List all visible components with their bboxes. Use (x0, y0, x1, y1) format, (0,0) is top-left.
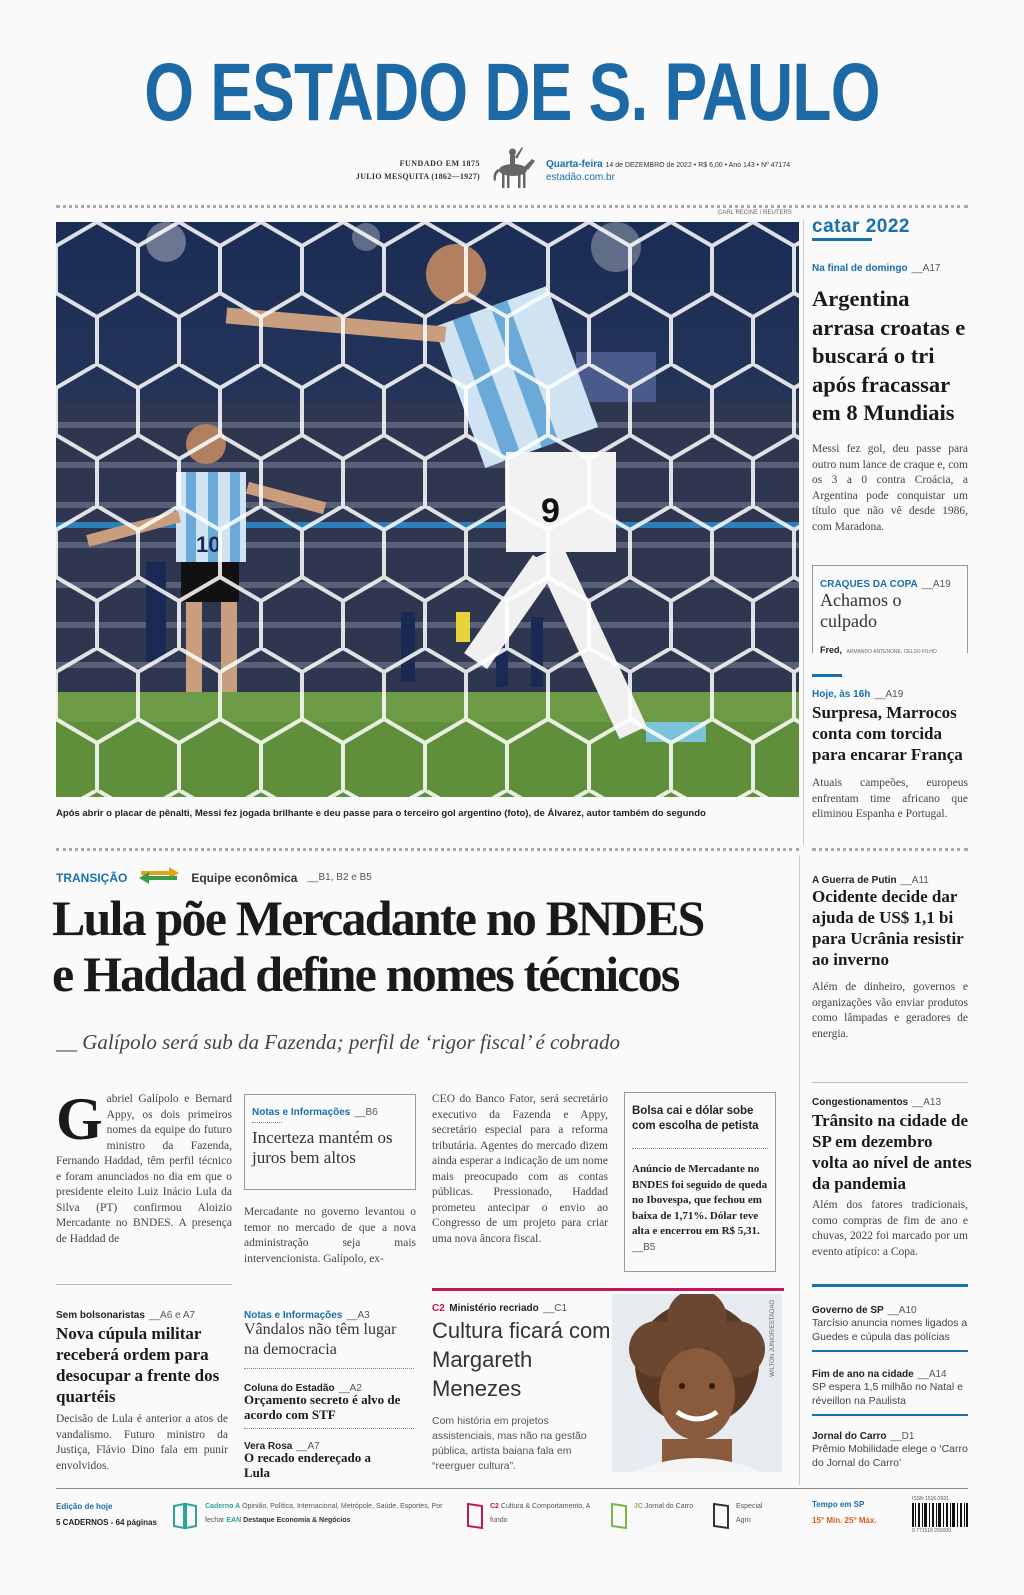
transito-kicker: Congestionamentos (812, 1097, 909, 1108)
opinion-notas-ref[interactable]: __A3 (346, 1310, 370, 1321)
main-headline-line1[interactable]: Lula põe Mercadante no BNDES (52, 890, 704, 946)
bolsa-body: Anúncio de Mercadante no BNDES foi seguido de queda no Ibovespa, que fechou em baixa de 1,71%. Dólar teve alta e encerrou em R$ 5,31. (632, 1163, 768, 1237)
militar-body: Decisão de Lula é anterior a atos de vandalismo. Futuro ministro da Justiça, Flávio Dino fala em punir envolvidos. (56, 1413, 228, 1472)
c2-text: Cultura & Comportamento, A fundo (490, 1503, 591, 1524)
transito-headline[interactable]: Trânsito na cidade de SP em dezembro volta ao nível de antes da pandemia (812, 1111, 972, 1193)
horseman-logo-icon (488, 143, 538, 191)
coluna-kicker: Coluna do Estadão (244, 1383, 335, 1394)
cultura-kicker: Ministério recriado (449, 1303, 539, 1314)
main-top-rule (56, 848, 799, 851)
margareth-photo (612, 1294, 782, 1472)
vera-ref[interactable]: __A7 (296, 1441, 320, 1452)
notas-kicker: Notas e Informações (252, 1107, 351, 1118)
brief-0-text[interactable]: Tarcísio anuncia nomes ligados a Guedes e cúpula das polícias (812, 1317, 968, 1343)
sidebar-divider (803, 220, 804, 845)
qatar-kicker: Na final de domingo (812, 263, 908, 274)
weekday: Quarta-feira (546, 159, 603, 170)
caderno-a-text: Opinião, Política, Internacional, Metrópole, Saúde, Esportes, Por fechar (205, 1503, 443, 1524)
brief-1-ref[interactable]: __A14 (917, 1369, 947, 1380)
masthead-divider (56, 205, 968, 208)
cultura-body: Com história em projetos assistenciais, mas não na gestão pública, artista baiana fala em “reerguer cultura”. (432, 1415, 587, 1472)
bolsa-ref[interactable]: __B5 (632, 1241, 656, 1253)
marrocos-headline[interactable]: Surpresa, Marrocos conta com torcida para encarar França (812, 703, 963, 764)
marrocos-rule (812, 674, 842, 677)
militar-rule (56, 1284, 232, 1285)
brief-2-ref[interactable]: __D1 (890, 1431, 915, 1442)
cultura-photo-credit: WILTON JUNIOR/ESTADÃO (770, 1300, 776, 1377)
cultura-tag: C2 (432, 1303, 445, 1314)
caderno-a-icon (172, 1502, 198, 1535)
briefs-top-rule (812, 1284, 968, 1287)
notas-rule (252, 1122, 282, 1123)
notas-ref[interactable]: __B6 (354, 1107, 378, 1118)
cultura-top-rule (432, 1288, 784, 1291)
vera-kicker: Vera Rosa (244, 1441, 293, 1452)
militar-headline[interactable]: Nova cúpula militar receberá ordem para desocupar a frente dos quartéis (56, 1324, 220, 1406)
transition-arrows-icon (137, 866, 181, 889)
marrocos-ref[interactable]: __A19 (874, 689, 904, 700)
brief-0-kicker: Governo de SP (812, 1305, 884, 1316)
brief-1-text[interactable]: SP espera 1,5 milhão no Natal e réveillon na Paulista (812, 1381, 963, 1407)
edicao-value: 5 CADERNOS - 64 páginas (56, 1518, 157, 1527)
putin-top-rule (812, 848, 968, 851)
qatar-ref[interactable]: __A17 (911, 263, 941, 274)
footer-rule (56, 1488, 968, 1489)
date-line: 14 de DEZEMBRO de 2022 • R$ 6,00 • Ano 143 • Nº 47174 (605, 162, 791, 169)
especial-text: Agro (736, 1517, 751, 1524)
cultura-ref[interactable]: __C1 (543, 1303, 568, 1314)
barcode-issn: ISSN 1516-2931 (912, 1496, 949, 1502)
main-deck: __ Galípolo será sub da Fazenda; perfil de ‘rigor fiscal’ é cobrado (56, 1030, 621, 1054)
edicao-label: Edição de hoje (56, 1502, 113, 1511)
putin-ref[interactable]: __A11 (900, 875, 929, 886)
craques-author: Fred, (820, 645, 843, 655)
founded-line: FUNDADO EM 1875 (399, 159, 480, 168)
cultura-headline[interactable]: Cultura ficará com Margareth Menezes (432, 1318, 611, 1401)
opinion-notas-kicker: Notas e Informações (244, 1310, 343, 1321)
militar-ref[interactable]: __A6 e A7 (148, 1310, 196, 1321)
main-ref[interactable]: __B1, B2 e B5 (307, 872, 372, 883)
barcode-icon (912, 1503, 968, 1527)
barcode-number: 9 771516 293009 (912, 1528, 951, 1534)
main-dropcap: G (56, 1092, 103, 1152)
militar-kicker: Sem bolsonaristas (56, 1310, 145, 1321)
main-headline-line2[interactable]: e Haddad define nomes técnicos (52, 946, 679, 1002)
site-link[interactable]: estadão.com.br (546, 172, 615, 183)
opinion-notas-headline[interactable]: Vândalos não têm lugar na democracia (244, 1321, 397, 1358)
opinion-rule-1 (244, 1368, 414, 1369)
main-section: TRANSIÇÃO (56, 870, 128, 885)
jc-label[interactable]: JC (634, 1503, 643, 1510)
hero-photo (56, 222, 799, 797)
photo-credit: CARL RECINE / REUTERS (718, 210, 792, 216)
qatar-body: Messi fez gol, deu passe para outro num lance de craque e, com os 3 a 0 contra Croácia, a Argentina pode conquistar um título que não vê desde 1986, com Maradona. (812, 443, 968, 533)
transito-rule (812, 1082, 968, 1083)
transito-body: Além dos fatores tradicionais, como compras de fim de ano e chuvas, 2022 foi marcado por um evento atípico: a Copa. (812, 1199, 968, 1258)
main-col2-text: Mercadante no governo levantou o temor no mercado de que a nova administração seja mais intervencionista. Galípolo, ex- (244, 1206, 416, 1265)
transito-ref[interactable]: __A13 (912, 1097, 942, 1108)
bolsa-title[interactable]: Bolsa cai e dólar sobe com escolha de petista (632, 1105, 759, 1132)
main-col3-text: CEO do Banco Fator, será secretário executivo da Fazenda e Appy, secretário especial para a reforma tributária. Agentes do mercado dizem ainda esperar a indicação de um nome mais preocupado com as contas públicas. Pressionado, Haddad prometeu antecipar o envio ao Congresso de um projeto para criar uma nova âncora fiscal. (432, 1093, 608, 1245)
qatar-logo: catar 2022 (812, 216, 910, 237)
coluna-headline[interactable]: Orçamento secreto é alvo de acordo com STF (244, 1392, 401, 1422)
c2-icon (466, 1502, 484, 1535)
jc-icon (610, 1502, 628, 1535)
brief-2-kicker: Jornal do Carro (812, 1431, 887, 1442)
founder-line: JULIO MESQUITA (1862—1927) (355, 172, 480, 181)
putin-body: Além de dinheiro, governos e organizações vão enviar produtos como lâmpadas e geradores de energia. (812, 981, 968, 1040)
main-col1 (56, 1092, 232, 1272)
caderno-b-label[interactable]: EAN (226, 1517, 242, 1524)
especial-icon (712, 1502, 730, 1535)
coluna-ref[interactable]: __A2 (338, 1383, 362, 1394)
brief-rule-1 (812, 1350, 968, 1352)
caderno-b-text: Destaque Economia & Negócios (243, 1517, 351, 1524)
brief-2-text[interactable]: Prêmio Mobilidade elege o ‘Carro do Jornal do Carro’ (812, 1443, 968, 1469)
putin-headline[interactable]: Ocidente decide dar ajuda de US$ 1,1 bi para Ucrânia resistir ao inverno (812, 887, 964, 969)
qatar-headline[interactable]: Argentina arrasa croatas e buscará o tri após fracassar em 8 Mundiais (812, 286, 966, 425)
brief-rule-2 (812, 1414, 968, 1416)
vera-headline[interactable]: O recado endereçado a Lula (244, 1450, 371, 1480)
craques-author-rest: ARMANDO ANTENORE, CELSO FILHO (846, 649, 937, 655)
masthead-title: O ESTADO DE S. PAULO (144, 47, 880, 138)
right-column-divider (799, 855, 800, 1485)
c2-label[interactable]: C2 (490, 1503, 499, 1510)
craques-headline[interactable]: Achamos o culpado (820, 590, 902, 631)
marrocos-kicker: Hoje, às 16h (812, 689, 871, 700)
brief-0-ref[interactable]: __A10 (887, 1305, 917, 1316)
putin-kicker: A Guerra de Putin (812, 875, 897, 886)
photo-caption: Após abrir o placar de pênalti, Messi fez jogada brilhante e deu passe para o terceiro gol argentino (foto), de Álvarez, autor também do segundo (56, 808, 706, 819)
marrocos-body: Atuais campeões, europeus enfrentam time africano que eliminou Espanha e Portugal. (812, 777, 968, 820)
notas-headline[interactable]: Incerteza mantém os juros bem altos (252, 1128, 393, 1167)
tempo-label: Tempo em SP (812, 1500, 865, 1509)
craques-kicker: CRAQUES DA COPA (820, 579, 918, 590)
qatar-logo-underline (812, 238, 872, 241)
main-col1-text: abriel Galípolo e Bernard Appy, os dois primeiros nomes da equipe do futuro ministro da Fazenda, Fernando Haddad, têm perfil técnico e foram anunciados no dia em que o presidente eleito Luiz Inácio Lula da Silva (PT) confirmou Aloizio Mercadante no BNDES. A presença de Haddad de (56, 1093, 232, 1245)
caderno-a-label[interactable]: Caderno A (205, 1503, 241, 1510)
jc-text: Jornal do Carro (644, 1503, 694, 1510)
main-kicker: Equipe econômica (191, 870, 298, 885)
opinion-rule-2 (244, 1428, 414, 1429)
brief-1-kicker: Fim de ano na cidade (812, 1369, 914, 1380)
tempo-value: 15° Mín. 25° Máx. (812, 1516, 877, 1525)
craques-ref[interactable]: __A19 (921, 579, 951, 590)
bolsa-rule (632, 1148, 768, 1149)
especial-label[interactable]: Especial (736, 1503, 763, 1510)
